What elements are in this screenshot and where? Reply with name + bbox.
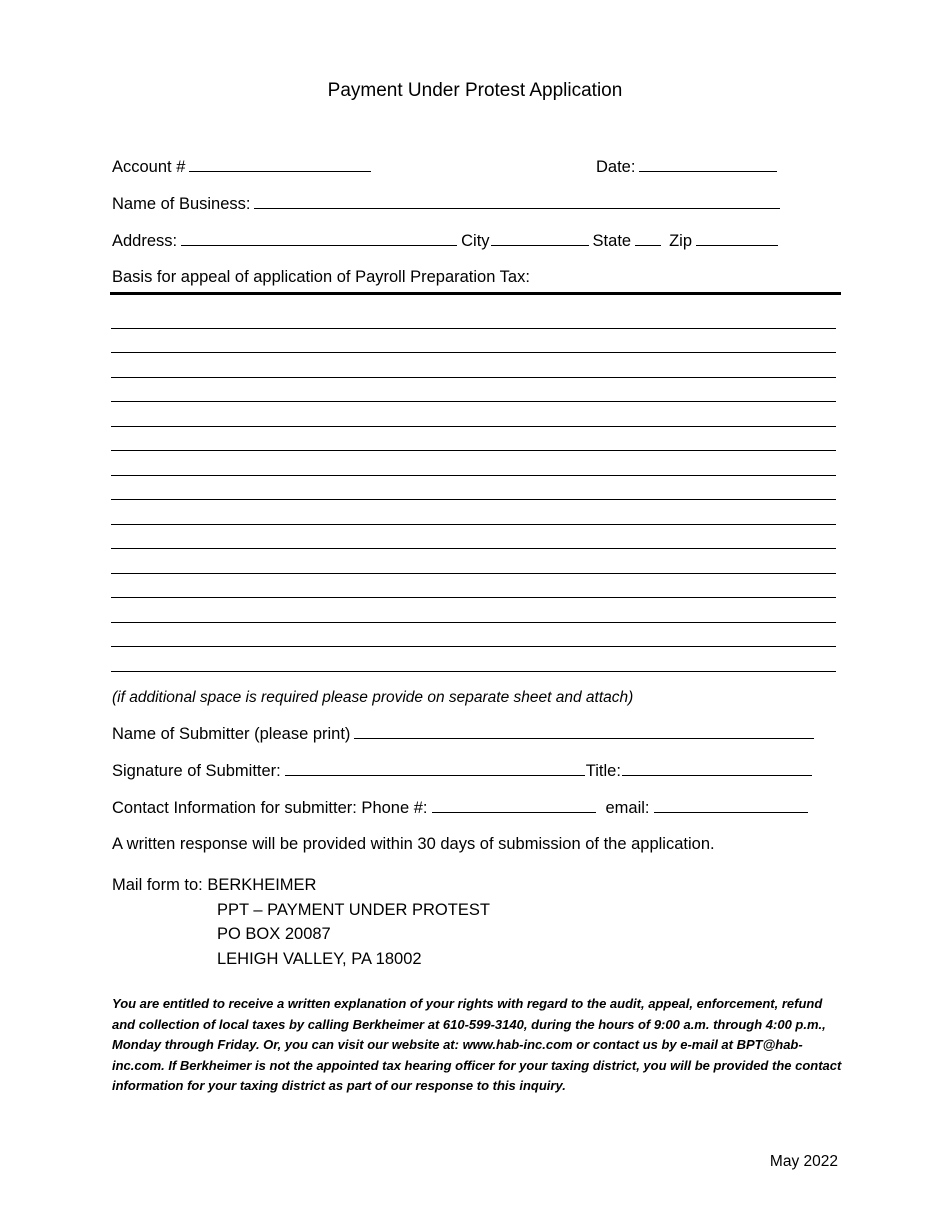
rights-statement: You are entitled to receive a written explanation of your rights with regard to the audit, appeal, enforcement, refund and collection of local taxes by calling Berkheimer at 610-599-3140, during the hours of 9:00 a.m. through 4:00 p.m., Monday through Friday. Or, you can visit our website at: www.hab-inc.com or contact us by e-mail at BPT@hab-inc.com. If Berkheimer is not the appointed tax hearing officer for your taxing district, you will be provided the contact information for your taxing district as part of our response to this inquiry. <box>112 996 842 1093</box>
basis-line[interactable] <box>111 426 836 427</box>
contact-row <box>112 798 812 818</box>
address-label: Address: <box>112 232 178 250</box>
email-label: email: <box>605 799 650 817</box>
signature-row <box>112 761 816 781</box>
basis-line[interactable] <box>111 622 836 623</box>
basis-line[interactable] <box>111 328 836 329</box>
basis-label: Basis for appeal of application of Payroll Preparation Tax: <box>112 268 530 286</box>
date-field[interactable] <box>639 157 777 172</box>
city-field[interactable] <box>491 231 589 246</box>
account-field[interactable] <box>189 157 371 172</box>
submitter-name-row <box>112 724 818 744</box>
account-label: Account # <box>112 158 186 176</box>
zip-label: Zip <box>669 232 692 250</box>
basis-line[interactable] <box>111 450 836 451</box>
page-title: Payment Under Protest Application <box>327 80 623 101</box>
basis-line[interactable] <box>111 377 836 378</box>
basis-line[interactable] <box>111 401 836 402</box>
basis-line[interactable] <box>111 597 836 598</box>
title-field[interactable] <box>622 761 812 776</box>
basis-line[interactable] <box>111 352 836 353</box>
email-field[interactable] <box>654 798 808 813</box>
basis-line[interactable] <box>111 646 836 647</box>
footer-date: May 2022 <box>769 1153 838 1170</box>
business-row <box>112 194 784 214</box>
mail-line-2: PPT – PAYMENT UNDER PROTEST <box>217 900 490 919</box>
basis-line[interactable] <box>111 548 836 549</box>
mail-address-block <box>112 873 490 971</box>
basis-line[interactable] <box>111 671 836 672</box>
submitter-name-field[interactable] <box>354 724 814 739</box>
basis-divider <box>110 292 841 295</box>
signature-label: Signature of Submitter: <box>112 762 281 780</box>
basis-line[interactable] <box>111 573 836 574</box>
account-row <box>112 157 375 177</box>
basis-line[interactable] <box>111 499 836 500</box>
signature-field[interactable] <box>285 761 585 776</box>
business-field[interactable] <box>254 194 780 209</box>
mail-line-4: LEHIGH VALLEY, PA 18002 <box>217 949 422 968</box>
response-notice: A written response will be provided within 30 days of submission of the application. <box>112 835 715 853</box>
submitter-name-label: Name of Submitter (please print) <box>112 725 351 743</box>
city-label: City <box>461 232 490 250</box>
address-field[interactable] <box>181 231 457 246</box>
date-label: Date: <box>596 158 636 176</box>
basis-line[interactable] <box>111 524 836 525</box>
phone-field[interactable] <box>432 798 596 813</box>
business-label: Name of Business: <box>112 195 251 213</box>
state-field[interactable] <box>635 231 661 246</box>
zip-field[interactable] <box>696 231 778 246</box>
contact-label: Contact Information for submitter: Phone #: <box>112 799 428 817</box>
date-row <box>596 157 781 177</box>
state-label: State <box>592 232 632 250</box>
mail-line-3: PO BOX 20087 <box>217 925 331 943</box>
mail-line-1: Mail form to: BERKHEIMER <box>112 876 317 894</box>
basis-line[interactable] <box>111 475 836 476</box>
address-row <box>112 231 782 251</box>
title-label: Title: <box>585 762 621 780</box>
additional-space-note: (if additional space is required please provide on separate sheet and attach) <box>112 689 634 706</box>
